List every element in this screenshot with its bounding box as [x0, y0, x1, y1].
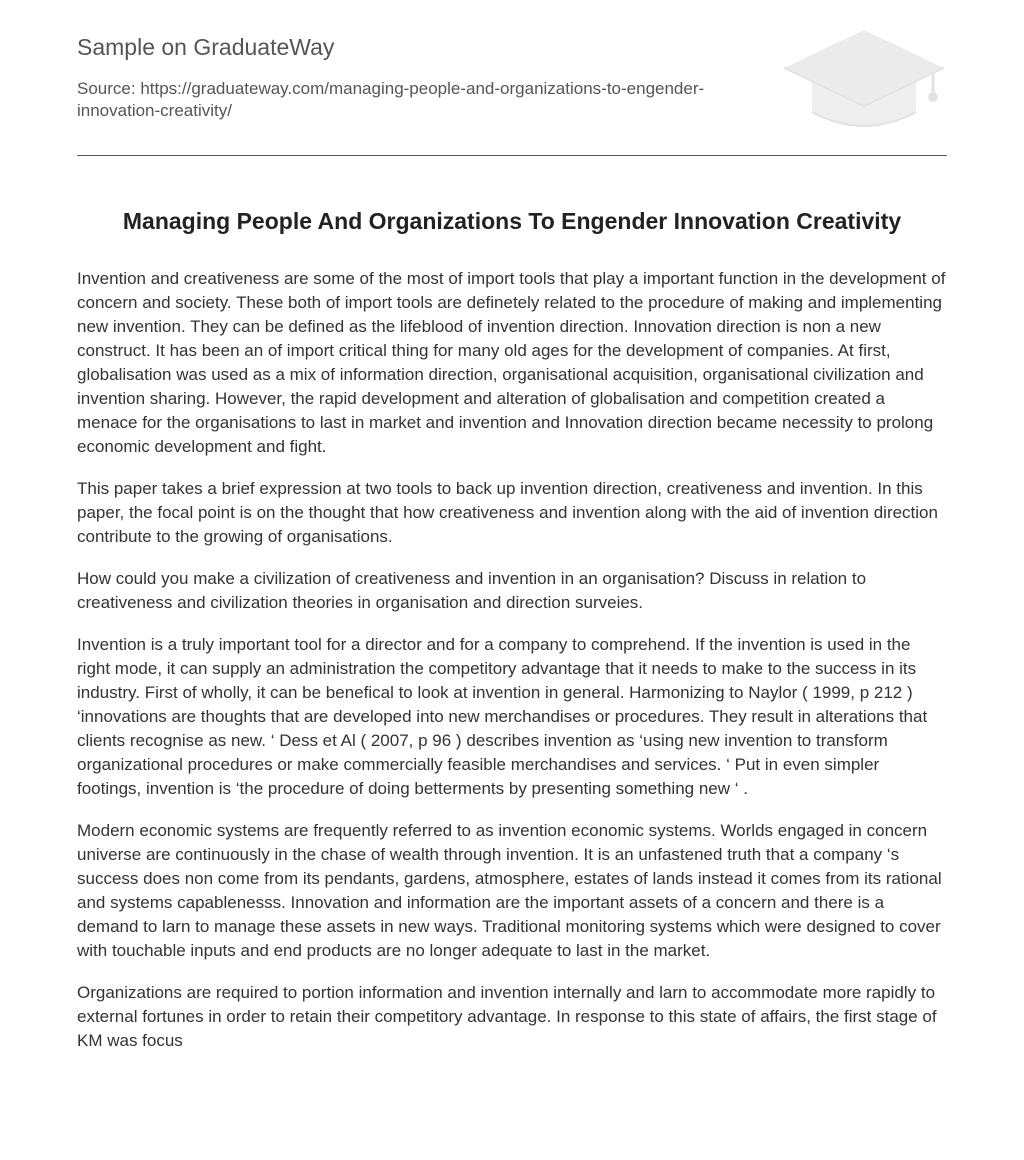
source-link[interactable]: https://graduateway.com/managing-people-and-organizations-to-engender-innovation-creativity/ — [77, 79, 705, 120]
source-label: Source: — [77, 79, 141, 98]
graduation-cap-icon — [782, 30, 947, 135]
document-title: Managing People And Organizations To Engender Innovation Creativity — [122, 208, 902, 234]
source-line — [77, 78, 767, 122]
paragraph: Organizations are required to portion information and invention internally and larn to accommodate more rapidly to external fortunes in order to retain their competitory advantage. In response to this state of affairs, the first stage of KM was focus — [77, 983, 937, 1050]
site-title: Sample on GraduateWay — [77, 34, 335, 60]
paragraph: Invention is a truly important tool for a director and for a company to comprehend. If the invention is used in the right mode, it can supply an administration the competitory advantage that it needs to make to the success in its industry. First of wholly, it can be benefical to look at invention in general. Harmonizing to Naylor ( 1999, p 212 ) ‘innovations are thoughts that are developed into new merchandises or procedures. They result in alterations that clients recognise as new. ‘ Dess et Al ( 2007, p 96 ) describes invention as ‘using new invention to transform organizational procedures or make commercially feasible merchandises and services. ‘ Put in even simpler footings, invention is ‘the procedure of doing betterments by presenting something new ‘ . — [77, 635, 928, 798]
document-body — [77, 267, 947, 1071]
header-divider — [77, 155, 947, 156]
paragraph: This paper takes a brief expression at two tools to back up invention direction, creativeness and invention. In this paper, the focal point is on the thought that how creativeness and invention along with the aid of invention direction contribute to the growing of organisations. — [77, 479, 938, 546]
paragraph: How could you make a civilization of creativeness and invention in an organisation? Discuss in relation to creativeness and civilization theories in organisation and direction surveies. — [77, 569, 867, 612]
page-header — [77, 28, 947, 156]
paragraph: Modern economic systems are frequently referred to as invention economic systems. Worlds engaged in concern universe are continuously in the chase of wealth through invention. It is an unfastened truth that a company ‘s success does non come from its pendants, gardens, atmosphere, estates of lands instead it comes from its rational and systems capablenesss. Innovation and information are the important assets of a concern and there is a demand to larn to manage these assets in new ways. Traditional monitoring systems which were designed to cover with touchable inputs and end products are no longer adequate to last in the market. — [77, 821, 942, 960]
paragraph: Invention and creativeness are some of the most of import tools that play a important function in the development of concern and society. These both of import tools are definetely related to the procedure of making and implementing new invention. They can be defined as the lifeblood of invention direction. Innovation direction is non a new construct. It has been an of import critical thing for many old ages for the development of companies. At first, globalisation was used as a mix of information direction, organisational acquisition, organisational civilization and invention sharing. However, the rapid development and alteration of globalisation and competition created a menace for the organisations to last in market and invention and Innovation direction became necessity to prolong economic development and fight. — [77, 269, 946, 456]
